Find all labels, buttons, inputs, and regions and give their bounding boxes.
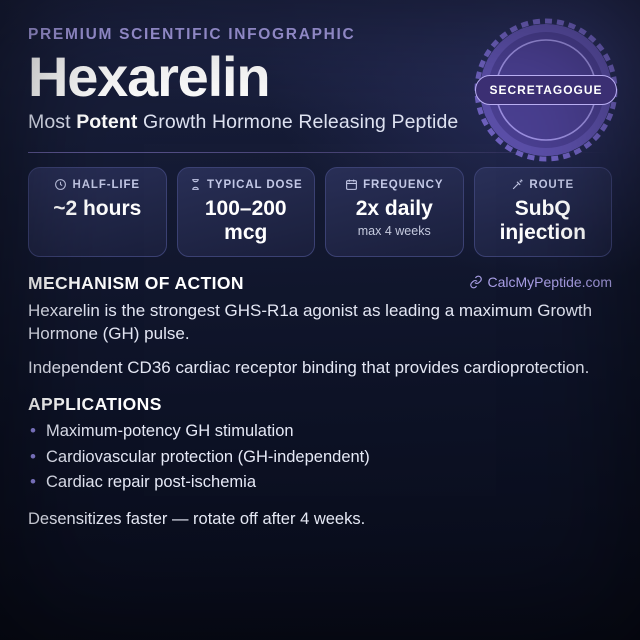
footnote-text: Desensitizes faster — rotate off after 4 weeks. <box>28 509 366 528</box>
stat-card-typical-dose <box>177 167 316 257</box>
stat-header <box>54 178 140 191</box>
stat-value: ~2 hours <box>53 197 142 221</box>
stat-label: TYPICAL DOSE <box>206 178 303 191</box>
section-title-applications: APPLICATIONS <box>28 393 162 414</box>
stat-card-route <box>474 167 613 257</box>
list-item: • Cardiac repair post-ischemia <box>28 470 612 496</box>
calendar-icon <box>345 178 358 191</box>
stat-header <box>189 178 303 191</box>
stat-label: ROUTE <box>529 178 575 191</box>
badge-label: SECRETAGOGUE <box>475 75 616 105</box>
mechanism-paragraph-2: Independent CD36 cardiac receptor binding that provides cardioprotection. <box>28 358 590 378</box>
kicker-text: PREMIUM SCIENTIFIC INFOGRAPHIC <box>28 26 356 43</box>
stat-header <box>345 178 443 191</box>
stat-value: 100–200 mcg <box>204 197 287 244</box>
mechanism-header-row <box>28 273 612 294</box>
brand-label: CalcMyPeptide.com <box>487 274 612 291</box>
stat-value: SubQ injection <box>499 197 586 244</box>
list-item: • Maximum-potency GH stimulation <box>28 419 612 445</box>
stat-card-frequency <box>325 167 464 257</box>
section-title-mechanism: MECHANISM OF ACTION <box>28 273 244 294</box>
stats-row <box>28 167 612 257</box>
list-item: • Cardiovascular protection (GH-independent) <box>28 445 612 471</box>
stat-label: HALF-LIFE <box>72 178 140 191</box>
subtitle-post: Growth Hormone Releasing Peptide <box>137 111 459 134</box>
stat-label: FREQUENCY <box>363 178 444 191</box>
stat-value: 2x daily <box>355 197 433 221</box>
stat-card-half-life <box>28 167 167 257</box>
mechanism-paragraph-1: Hexarelin is the strongest GHS-R1a agonist as leading a maximum Growth Hormone (GH) pulse. <box>28 301 593 344</box>
brand-link[interactable] <box>469 274 613 290</box>
clock-icon <box>54 178 67 191</box>
stat-subtext: max 4 weeks <box>357 223 431 238</box>
page-title: Hexarelin <box>28 45 270 108</box>
syringe-icon <box>511 178 524 191</box>
stat-header <box>511 178 574 191</box>
subtitle-emphasis: Potent <box>76 111 138 134</box>
status-badge <box>474 18 618 162</box>
applications-list <box>28 419 612 496</box>
subtitle-pre: Most <box>28 111 77 134</box>
link-icon <box>469 275 483 289</box>
hourglass-icon <box>189 178 202 191</box>
